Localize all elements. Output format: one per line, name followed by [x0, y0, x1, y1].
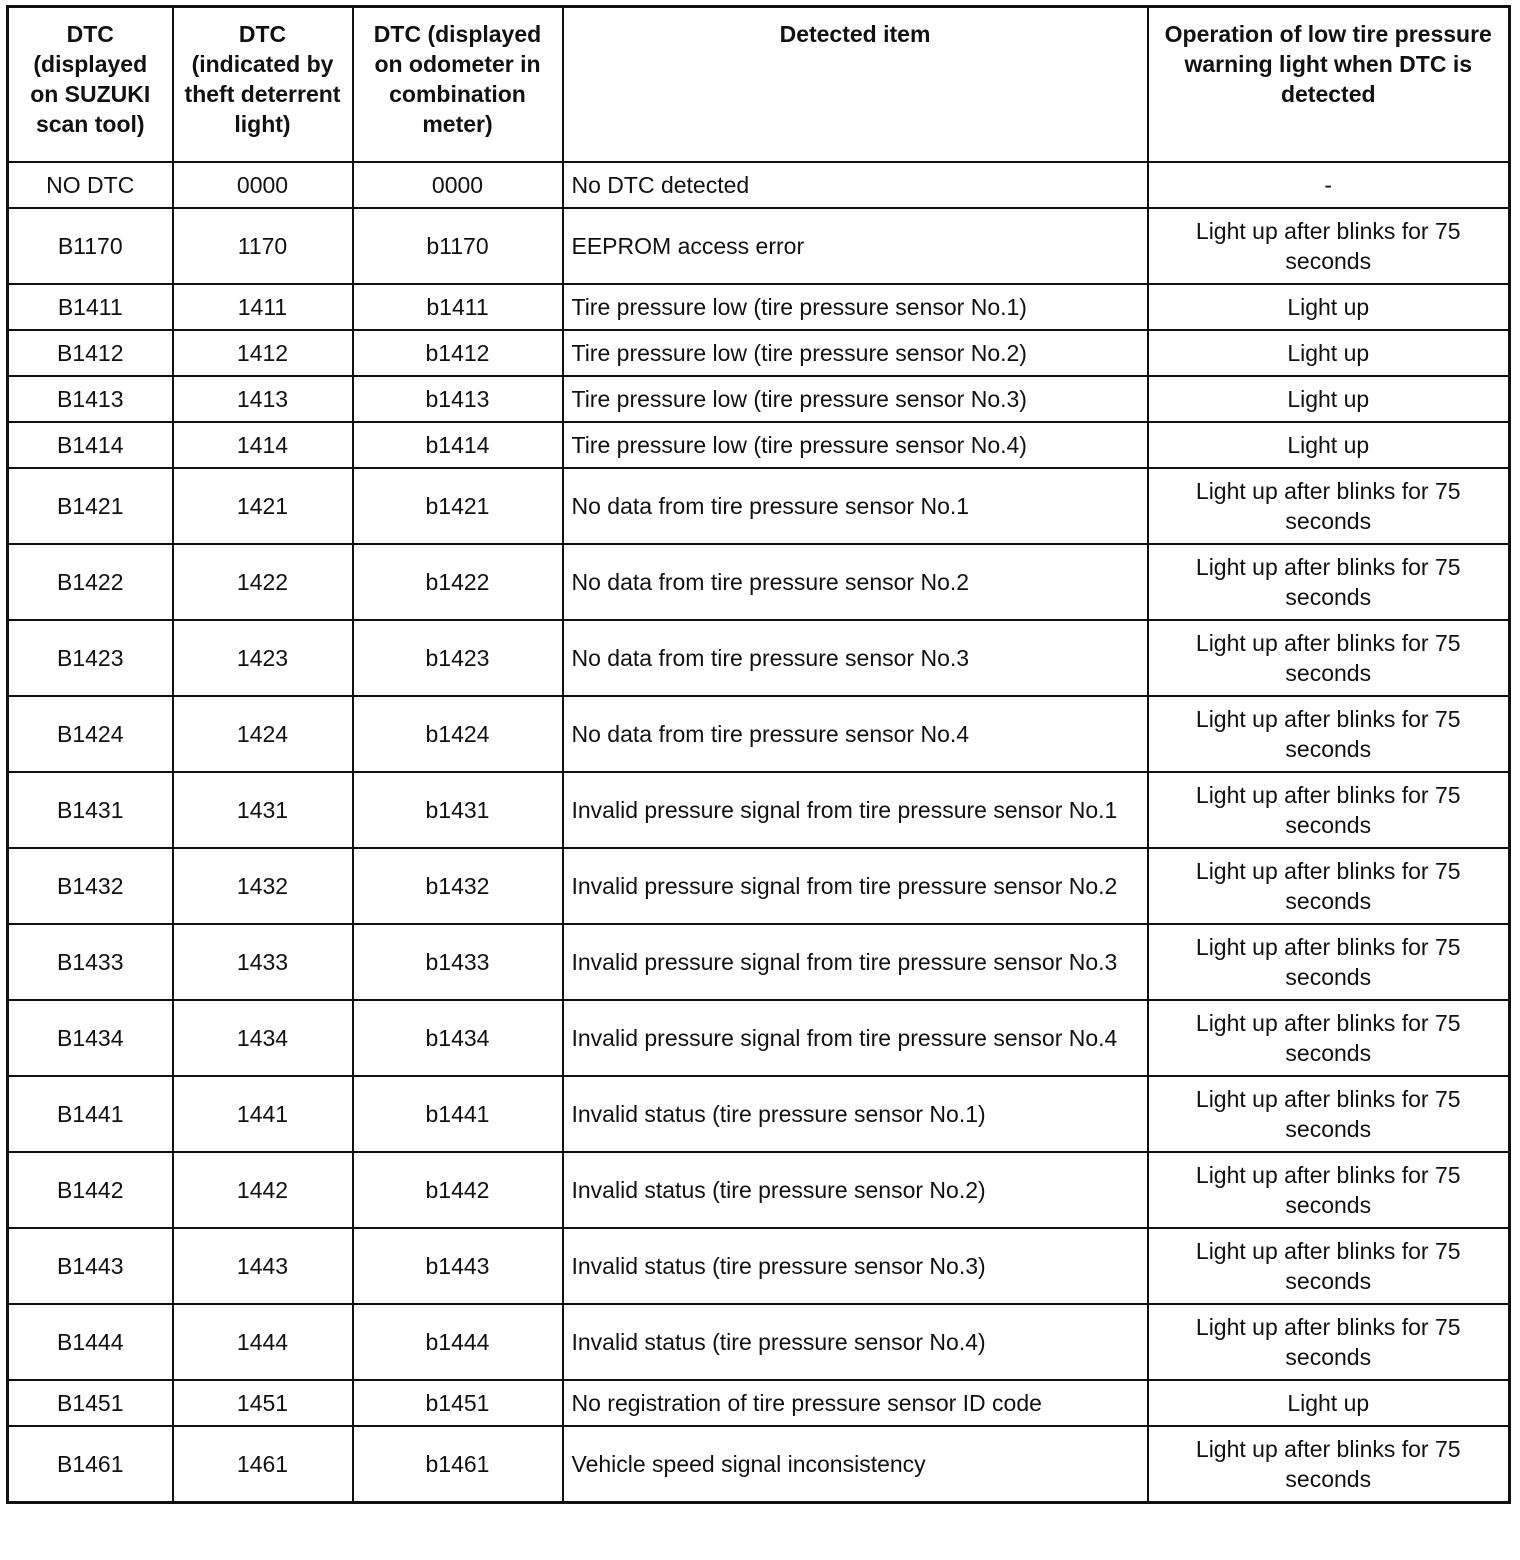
cell-detected-item: Invalid status (tire pressure sensor No.2) — [563, 1152, 1148, 1228]
cell-odometer-dtc: b1442 — [353, 1152, 563, 1228]
cell-scan-tool-dtc: B1414 — [8, 422, 173, 468]
cell-theft-light-dtc: 1170 — [173, 208, 353, 284]
table-row — [8, 544, 1510, 620]
cell-scan-tool-dtc: B1422 — [8, 544, 173, 620]
cell-theft-light-dtc: 1412 — [173, 330, 353, 376]
cell-scan-tool-dtc: B1411 — [8, 284, 173, 330]
cell-detected-item: Invalid pressure signal from tire pressure sensor No.3 — [563, 924, 1148, 1000]
cell-warning-light-operation: Light up after blinks for 75 seconds — [1148, 1228, 1510, 1304]
cell-scan-tool-dtc: B1170 — [8, 208, 173, 284]
cell-theft-light-dtc: 1431 — [173, 772, 353, 848]
cell-theft-light-dtc: 1414 — [173, 422, 353, 468]
cell-warning-light-operation: Light up after blinks for 75 seconds — [1148, 1076, 1510, 1152]
cell-scan-tool-dtc: B1441 — [8, 1076, 173, 1152]
cell-odometer-dtc: b1461 — [353, 1426, 563, 1503]
cell-odometer-dtc: b1414 — [353, 422, 563, 468]
cell-scan-tool-dtc: B1413 — [8, 376, 173, 422]
cell-detected-item: Tire pressure low (tire pressure sensor No.3) — [563, 376, 1148, 422]
cell-warning-light-operation: Light up after blinks for 75 seconds — [1148, 848, 1510, 924]
table-row — [8, 468, 1510, 544]
cell-warning-light-operation: Light up after blinks for 75 seconds — [1148, 924, 1510, 1000]
cell-scan-tool-dtc: B1442 — [8, 1152, 173, 1228]
header-warning-light-operation: Operation of low tire pressure warning light when DTC is detected — [1148, 7, 1510, 162]
table-row — [8, 376, 1510, 422]
cell-odometer-dtc: 0000 — [353, 162, 563, 208]
cell-scan-tool-dtc: B1421 — [8, 468, 173, 544]
cell-theft-light-dtc: 1411 — [173, 284, 353, 330]
dtc-table — [6, 5, 1511, 1504]
table-row — [8, 1304, 1510, 1380]
cell-detected-item: Tire pressure low (tire pressure sensor No.2) — [563, 330, 1148, 376]
cell-odometer-dtc: b1444 — [353, 1304, 563, 1380]
header-detected-item: Detected item — [563, 7, 1148, 162]
table-row — [8, 848, 1510, 924]
cell-theft-light-dtc: 0000 — [173, 162, 353, 208]
cell-theft-light-dtc: 1421 — [173, 468, 353, 544]
cell-scan-tool-dtc: B1423 — [8, 620, 173, 696]
table-row — [8, 1000, 1510, 1076]
table-row — [8, 422, 1510, 468]
table-row — [8, 284, 1510, 330]
table-row — [8, 1076, 1510, 1152]
cell-theft-light-dtc: 1441 — [173, 1076, 353, 1152]
cell-scan-tool-dtc: B1451 — [8, 1380, 173, 1426]
cell-odometer-dtc: b1433 — [353, 924, 563, 1000]
cell-odometer-dtc: b1170 — [353, 208, 563, 284]
cell-scan-tool-dtc: B1444 — [8, 1304, 173, 1380]
cell-detected-item: Invalid pressure signal from tire pressure sensor No.4 — [563, 1000, 1148, 1076]
cell-theft-light-dtc: 1423 — [173, 620, 353, 696]
cell-warning-light-operation: Light up after blinks for 75 seconds — [1148, 620, 1510, 696]
cell-theft-light-dtc: 1432 — [173, 848, 353, 924]
cell-detected-item: No data from tire pressure sensor No.3 — [563, 620, 1148, 696]
cell-theft-light-dtc: 1442 — [173, 1152, 353, 1228]
cell-scan-tool-dtc: B1412 — [8, 330, 173, 376]
table-row — [8, 162, 1510, 208]
cell-warning-light-operation: Light up after blinks for 75 seconds — [1148, 696, 1510, 772]
cell-odometer-dtc: b1423 — [353, 620, 563, 696]
cell-detected-item: Vehicle speed signal inconsistency — [563, 1426, 1148, 1503]
cell-warning-light-operation: Light up — [1148, 1380, 1510, 1426]
cell-detected-item: No DTC detected — [563, 162, 1148, 208]
cell-odometer-dtc: b1443 — [353, 1228, 563, 1304]
cell-scan-tool-dtc: B1443 — [8, 1228, 173, 1304]
cell-odometer-dtc: b1451 — [353, 1380, 563, 1426]
cell-warning-light-operation: Light up — [1148, 284, 1510, 330]
cell-detected-item: EEPROM access error — [563, 208, 1148, 284]
cell-scan-tool-dtc: B1433 — [8, 924, 173, 1000]
cell-scan-tool-dtc: B1432 — [8, 848, 173, 924]
header-row — [8, 7, 1510, 162]
cell-odometer-dtc: b1421 — [353, 468, 563, 544]
header-theft-light-dtc: DTC (indicated by theft deterrent light) — [173, 7, 353, 162]
cell-theft-light-dtc: 1443 — [173, 1228, 353, 1304]
cell-detected-item: Invalid status (tire pressure sensor No.4) — [563, 1304, 1148, 1380]
cell-warning-light-operation: Light up after blinks for 75 seconds — [1148, 1152, 1510, 1228]
table-row — [8, 1152, 1510, 1228]
cell-detected-item: Invalid status (tire pressure sensor No.3) — [563, 1228, 1148, 1304]
cell-odometer-dtc: b1431 — [353, 772, 563, 848]
cell-detected-item: No data from tire pressure sensor No.4 — [563, 696, 1148, 772]
cell-theft-light-dtc: 1444 — [173, 1304, 353, 1380]
cell-detected-item: Tire pressure low (tire pressure sensor No.4) — [563, 422, 1148, 468]
table-row — [8, 620, 1510, 696]
cell-warning-light-operation: Light up after blinks for 75 seconds — [1148, 1000, 1510, 1076]
cell-detected-item: No data from tire pressure sensor No.2 — [563, 544, 1148, 620]
cell-odometer-dtc: b1422 — [353, 544, 563, 620]
cell-warning-light-operation: Light up after blinks for 75 seconds — [1148, 468, 1510, 544]
cell-scan-tool-dtc: B1434 — [8, 1000, 173, 1076]
cell-odometer-dtc: b1432 — [353, 848, 563, 924]
table-row — [8, 1426, 1510, 1503]
cell-scan-tool-dtc: B1431 — [8, 772, 173, 848]
cell-warning-light-operation: Light up — [1148, 376, 1510, 422]
table-row — [8, 924, 1510, 1000]
cell-scan-tool-dtc: B1461 — [8, 1426, 173, 1503]
header-scan-tool-dtc: DTC (displayed on SUZUKI scan tool) — [8, 7, 173, 162]
table-header — [8, 7, 1510, 162]
table-row — [8, 772, 1510, 848]
table-body — [8, 162, 1510, 1503]
cell-odometer-dtc: b1424 — [353, 696, 563, 772]
cell-scan-tool-dtc: NO DTC — [8, 162, 173, 208]
cell-warning-light-operation: Light up — [1148, 330, 1510, 376]
cell-warning-light-operation: - — [1148, 162, 1510, 208]
cell-theft-light-dtc: 1413 — [173, 376, 353, 422]
cell-theft-light-dtc: 1422 — [173, 544, 353, 620]
cell-theft-light-dtc: 1424 — [173, 696, 353, 772]
cell-detected-item: Invalid pressure signal from tire pressure sensor No.1 — [563, 772, 1148, 848]
cell-odometer-dtc: b1434 — [353, 1000, 563, 1076]
table-row — [8, 330, 1510, 376]
cell-detected-item: Invalid status (tire pressure sensor No.1) — [563, 1076, 1148, 1152]
cell-odometer-dtc: b1411 — [353, 284, 563, 330]
table-row — [8, 208, 1510, 284]
table-row — [8, 1380, 1510, 1426]
cell-detected-item: Tire pressure low (tire pressure sensor No.1) — [563, 284, 1148, 330]
cell-odometer-dtc: b1441 — [353, 1076, 563, 1152]
cell-warning-light-operation: Light up after blinks for 75 seconds — [1148, 772, 1510, 848]
cell-detected-item: No data from tire pressure sensor No.1 — [563, 468, 1148, 544]
cell-warning-light-operation: Light up after blinks for 75 seconds — [1148, 544, 1510, 620]
cell-detected-item: No registration of tire pressure sensor ID code — [563, 1380, 1148, 1426]
cell-theft-light-dtc: 1433 — [173, 924, 353, 1000]
cell-warning-light-operation: Light up after blinks for 75 seconds — [1148, 1304, 1510, 1380]
header-odometer-dtc: DTC (displayed on odometer in combination meter) — [353, 7, 563, 162]
cell-warning-light-operation: Light up after blinks for 75 seconds — [1148, 1426, 1510, 1503]
table-row — [8, 696, 1510, 772]
cell-scan-tool-dtc: B1424 — [8, 696, 173, 772]
cell-odometer-dtc: b1412 — [353, 330, 563, 376]
cell-warning-light-operation: Light up — [1148, 422, 1510, 468]
cell-theft-light-dtc: 1461 — [173, 1426, 353, 1503]
cell-theft-light-dtc: 1434 — [173, 1000, 353, 1076]
cell-odometer-dtc: b1413 — [353, 376, 563, 422]
cell-detected-item: Invalid pressure signal from tire pressure sensor No.2 — [563, 848, 1148, 924]
cell-theft-light-dtc: 1451 — [173, 1380, 353, 1426]
table-row — [8, 1228, 1510, 1304]
cell-warning-light-operation: Light up after blinks for 75 seconds — [1148, 208, 1510, 284]
